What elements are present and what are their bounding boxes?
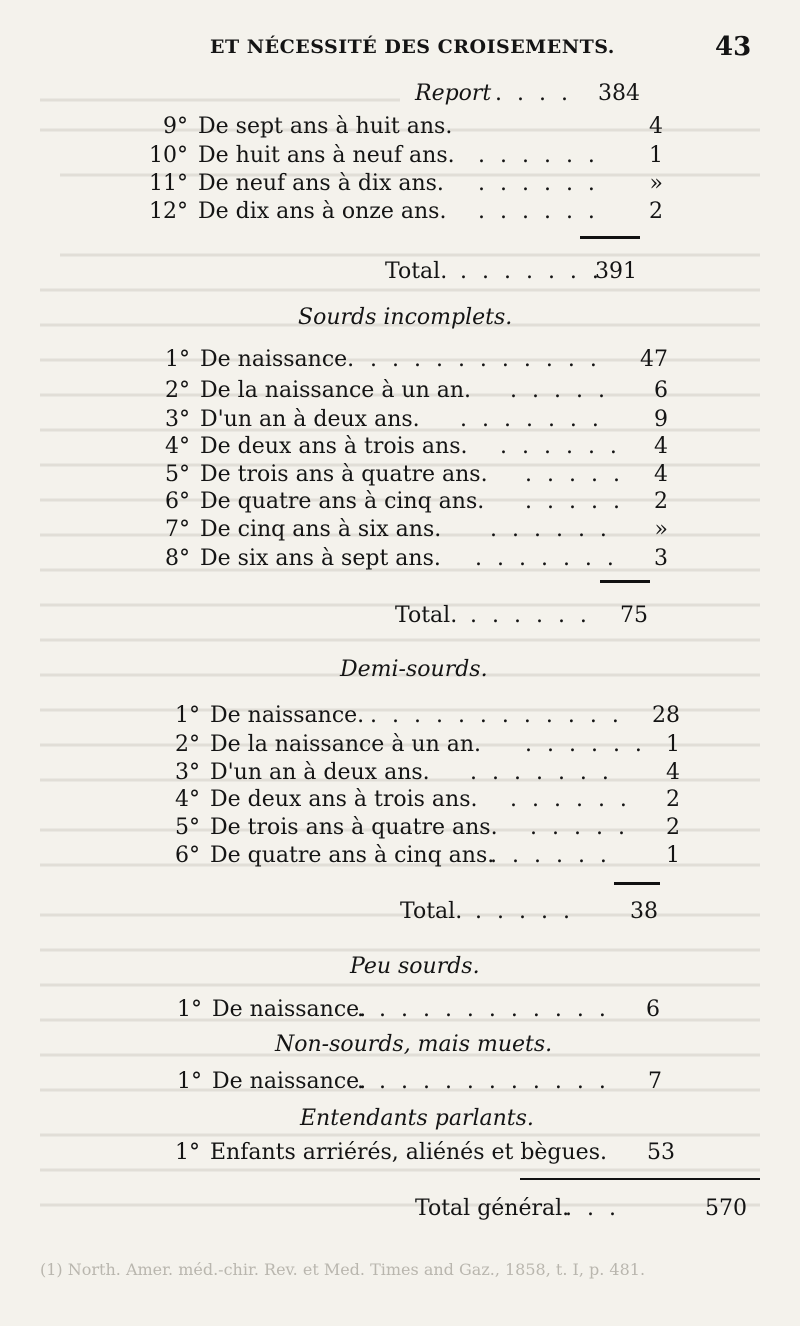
row-number: 12°: [149, 199, 188, 224]
report-line: [415, 80, 755, 108]
table-row: [150, 461, 670, 489]
table-row: [150, 346, 670, 374]
row-label: De deux ans à trois ans.: [210, 787, 478, 812]
total-label: Total.: [395, 603, 458, 628]
sum-rule: [600, 580, 650, 583]
row-number: 1°: [165, 347, 190, 372]
row-value: »: [654, 517, 668, 542]
grand-total-label: Total général.: [415, 1196, 570, 1221]
row-label: De quatre ans à cinq ans.: [210, 843, 495, 868]
table-row: [148, 142, 668, 170]
report-value: 384: [598, 81, 640, 106]
table-row: [160, 759, 680, 787]
row-label: De huit ans à neuf ans.: [198, 143, 455, 168]
total-label: Total.: [385, 259, 448, 284]
row-number: 3°: [175, 760, 200, 785]
table-row: [150, 406, 670, 434]
row-value: 1: [649, 143, 663, 168]
table-row: [150, 433, 670, 461]
leader-dots: . . . . .: [530, 815, 629, 840]
leader-dots: . . . . . . .: [470, 760, 613, 785]
grand-total-value: 570: [705, 1196, 747, 1221]
sum-rule: [614, 882, 660, 885]
row-value: 28: [652, 703, 680, 728]
row-value: 9: [654, 407, 668, 432]
row-label: De la naissance à un an.: [200, 378, 472, 403]
row-label: D'un an à deux ans.: [210, 760, 430, 785]
leader-dots: . . . . .: [525, 462, 624, 487]
leader-dots: . . . . . . . . . . . .: [357, 997, 610, 1022]
row-value: »: [649, 171, 663, 196]
total-label: Total.: [400, 899, 463, 924]
leader-dots: . . . . . . . . . . . .: [370, 703, 623, 728]
row-number: 5°: [175, 815, 200, 840]
table-row: [150, 377, 670, 405]
table-row: [162, 996, 682, 1024]
leader-dots: . . . . .: [510, 378, 609, 403]
section-title: Entendants parlants.: [300, 1106, 534, 1131]
row-value: 53: [647, 1140, 675, 1165]
table-row: [148, 170, 668, 198]
row-label: De trois ans à quatre ans.: [210, 815, 498, 840]
row-value: 3: [654, 546, 668, 571]
footnote: (1) North. Amer. méd.-chir. Rev. et Med. Times and Gaz., 1858, t. I, p. 481.: [40, 1260, 646, 1279]
row-number: 6°: [165, 489, 190, 514]
leader-dots: . . . . . .: [490, 843, 611, 868]
row-number: 7°: [165, 517, 190, 542]
row-value: 6: [654, 378, 668, 403]
row-label: De dix ans à onze ans.: [198, 199, 447, 224]
total-row: [385, 257, 637, 287]
sum-rule: [580, 236, 640, 239]
leader-dots: . . . . .: [475, 899, 574, 924]
row-label: De naissance.: [210, 703, 365, 728]
row-value: 2: [654, 489, 668, 514]
row-value: 2: [649, 199, 663, 224]
row-number: 8°: [165, 546, 190, 571]
table-row: [160, 731, 680, 759]
row-label: De la naissance à un an.: [210, 732, 482, 757]
row-value: 2: [666, 815, 680, 840]
section-title: Peu sourds.: [350, 954, 480, 979]
row-value: 4: [649, 114, 663, 139]
table-row: [148, 113, 668, 141]
running-title: ET NÉCESSITÉ DES CROISEMENTS.: [210, 36, 615, 58]
row-value: 1: [666, 732, 680, 757]
table-row: [160, 842, 680, 870]
row-value: 47: [640, 347, 668, 372]
row-number: 10°: [149, 143, 188, 168]
row-label: De trois ans à quatre ans.: [200, 462, 488, 487]
table-row: [162, 1068, 682, 1096]
page-number: 43: [715, 32, 752, 62]
row-label: De sept ans à huit ans.: [198, 114, 453, 139]
leader-dots: . . . . . . . . . . . .: [357, 1069, 610, 1094]
row-number: 4°: [175, 787, 200, 812]
table-row: [150, 488, 670, 516]
leader-dots: . . .: [565, 1196, 620, 1221]
row-number: 5°: [165, 462, 190, 487]
leader-dots: . . . . . .: [478, 143, 599, 168]
leader-dots: . . . . . .: [478, 199, 599, 224]
row-label: D'un an à deux ans.: [200, 407, 420, 432]
leader-dots: . . . .: [495, 81, 572, 106]
table-row: [160, 702, 680, 730]
page-header: [0, 30, 800, 64]
row-label: De quatre ans à cinq ans.: [200, 489, 485, 514]
row-value: 4: [654, 462, 668, 487]
row-number: 6°: [175, 843, 200, 868]
sum-rule: [520, 1178, 760, 1180]
report-label: Report: [415, 81, 492, 106]
leader-dots: . . . . . .: [478, 171, 599, 196]
total-row: [400, 897, 658, 927]
leader-dots: . . . . . .: [490, 517, 611, 542]
section-title: Demi-sourds.: [340, 657, 488, 682]
row-value: 1: [666, 843, 680, 868]
total-value: 391: [595, 259, 637, 284]
leader-dots: . . . . . .: [500, 434, 621, 459]
row-value: 4: [666, 760, 680, 785]
table-row: [160, 1139, 700, 1167]
section-title: Non-sourds, mais muets.: [275, 1032, 553, 1057]
table-row: [150, 545, 670, 573]
row-number: 4°: [165, 434, 190, 459]
row-number: 1°: [175, 1140, 200, 1165]
grand-total-row: [415, 1194, 747, 1224]
leader-dots: . . . . . .: [525, 732, 646, 757]
leader-dots: . . . . .: [525, 489, 624, 514]
row-label: De naissance.: [212, 997, 367, 1022]
leader-dots: . . . . . . .: [460, 407, 603, 432]
table-row: [150, 516, 670, 544]
row-number: 2°: [175, 732, 200, 757]
row-number: 1°: [177, 997, 202, 1022]
section-title: Sourds incomplets.: [298, 305, 513, 330]
row-number: 11°: [149, 171, 188, 196]
row-label: De deux ans à trois ans.: [200, 434, 468, 459]
leader-dots: . . . . . . . . . . .: [370, 347, 601, 372]
row-number: 3°: [165, 407, 190, 432]
row-label: De neuf ans à dix ans.: [198, 171, 444, 196]
row-label: De six ans à sept ans.: [200, 546, 441, 571]
table-row: [160, 786, 680, 814]
row-value: 4: [654, 434, 668, 459]
total-value: 38: [630, 899, 658, 924]
leader-dots: . . . . . .: [470, 603, 591, 628]
row-label: De naissance.: [200, 347, 355, 372]
row-value: 6: [646, 997, 660, 1022]
row-value: 2: [666, 787, 680, 812]
row-label: De naissance.: [212, 1069, 367, 1094]
total-value: 75: [620, 603, 648, 628]
row-number: 2°: [165, 378, 190, 403]
leader-dots: . . . . . . .: [475, 546, 618, 571]
row-label: Enfants arriérés, aliénés et bègues.: [210, 1140, 607, 1165]
row-label: De cinq ans à six ans.: [200, 517, 442, 542]
leader-dots: . . . . . .: [510, 787, 631, 812]
total-row: [395, 601, 648, 631]
row-value: 7: [648, 1069, 662, 1094]
leader-dots: . . . . . . .: [460, 259, 603, 284]
row-number: 1°: [175, 703, 200, 728]
row-number: 1°: [177, 1069, 202, 1094]
table-row: [160, 814, 680, 842]
table-row: [148, 198, 668, 226]
row-number: 9°: [163, 114, 188, 139]
